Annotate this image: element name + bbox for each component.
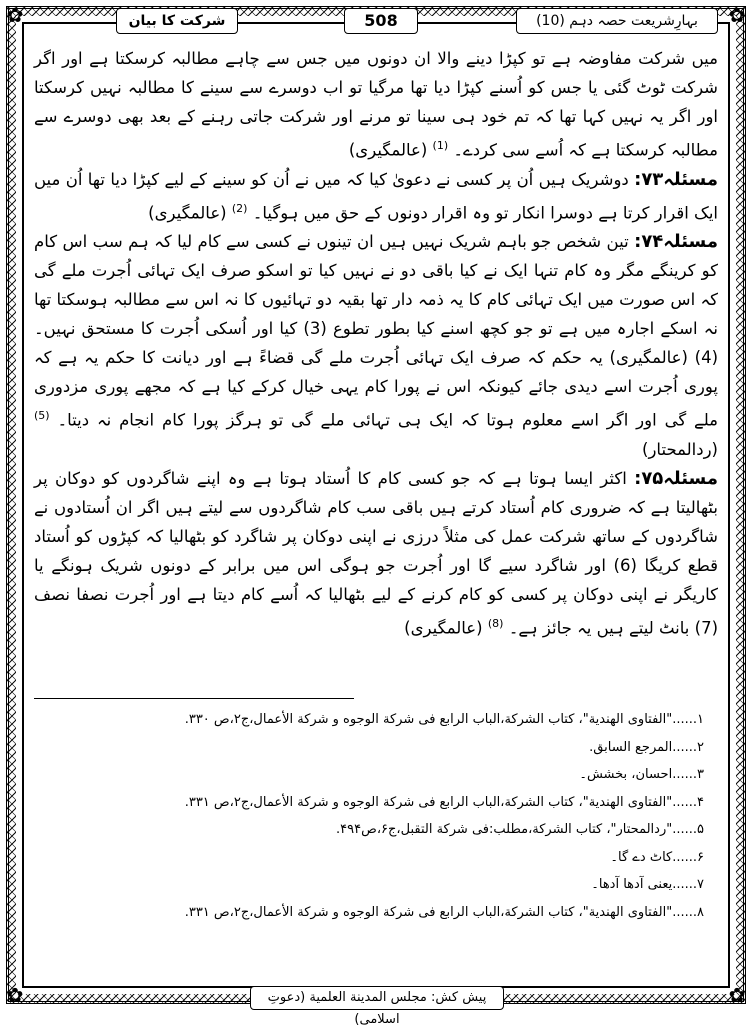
corner-ornament-top-right: ✿	[728, 3, 746, 27]
footnote-ref: (2)	[231, 201, 248, 215]
source-citation: (عالمگیری)	[348, 140, 428, 160]
corner-ornament-top-left: ✿	[6, 3, 24, 27]
page-header	[26, 6, 726, 36]
publisher-footer: پیش کش: مجلس المدینة العلمیة (دعوتِ اسلامی)	[250, 986, 504, 1010]
masala-74	[34, 227, 718, 464]
masala-heading: مسئلہ۷۴:	[634, 231, 718, 252]
book-title: بہارِشریعت حصہ دہم (10)	[516, 8, 718, 34]
paragraph-text: میں شرکت مفاوضہ ہے تو کپڑا دینے والا ان دونوں میں جس سے چاہے مطالبہ کرسکتا ہے اور اگر شرکت ٹوٹ گئی یا جس کو اُسنے کپڑا دیا تھا مرگیا تو اب دوسرے سے سینے کا مطالبہ نہیں کرسکتا اور اگر یہ نہیں کہا تھا کہ تم خود ہی سینا تو مرنے اور شرکت جاتی رہنے کے بعد بھی دوسرے سے مطالبہ کرسکتا ہے کہ اُسے سی کردے۔	[34, 49, 718, 160]
footnote-item: ۷......یعنی آدھا آدھا۔	[591, 877, 704, 892]
footnote-item: ۵......"ردالمحتار"، کتاب الشرکة،مطلب:فی شرکة التقبل،ج۶،ص۴۹۴.	[336, 822, 704, 837]
chapter-title: شرکت کا بیان	[116, 8, 238, 34]
corner-ornament-bottom-right: ✿	[728, 983, 746, 1007]
paragraph-text: تین شخص جو باہم شریک نہیں ہیں ان تینوں نے کسی سے کام لیا کہ ہم سب اس کام کو کرینگے مگر وہ کام تنہا ایک نے کیا باقی دو نے نہیں کیا تو اسکو صرف ایک تہائی اُجرت ملے گی کہ اس صورت میں ایک تہائی کام کا یہ ذمہ دار تھا بقیہ دو تہائیوں کا نہ اس سے مطالبہ ہوسکتا تھا نہ اسکے اجارہ میں ہے تو جو کچھ اسنے کیا بطور تطوع (3) کیا اور اُسکی اُجرت کا مستحق نہیں۔ (4) (عالمگیری) یہ حکم کہ صرف ایک تہائی اُجرت ملے گی قضاءً ہے اور دیانت کا حکم یہ ہے کہ پوری اُجرت اسے دیدی جائے کیونکہ اس نے پورا کام یہی خیال کرکے کیا ہے کہ مجھے پوری مزدوری ملے گی اور اگر اسے معلوم ہوتا کہ ایک ہی تہائی ملے گی تو ہرگز پورا کام انجام نہ دیتا۔	[34, 232, 719, 430]
source-citation: (ردالمحتار)	[642, 439, 718, 459]
source-citation: (عالمگیری)	[148, 203, 227, 222]
footnote-item: ۶......کاٹ دے گا۔	[610, 849, 704, 865]
footnote-item: ۳......احسان، بخشش۔	[579, 767, 704, 782]
footnotes	[34, 706, 704, 926]
page-number: 508	[344, 8, 418, 34]
footnote-separator	[34, 698, 354, 699]
paragraph-text: اکثر ایسا ہوتا ہے کہ جو کسی کام کا اُستاد ہوتا ہے وہ اپنے شاگردوں کو دوکان پر بٹھالیتا ہے کہ ضروری کام اُستاد کرتے ہیں باقی سب کام شاگردوں سے لیتے ہیں اگر ان اُستادوں نے شاگردوں کے ساتھ شرکت عمل کی مثلاً درزی نے اپنی دوکان پر شاگرد کو بٹھالیا کہ کپڑوں کو اُستاد قطع کریگا (6) اور شاگرد سیے گا اور اُجرت جو ہوگی اس میں برابر کے دونوں شریک ہونگے یا کاریگر نے اپنی دوکان پر کسی کو کام کرنے کے لیے بٹھالیا کہ اُسے کام دیتا ہے اور اُجرت نصفا نصف (7) بانٹ لیتے ہیں یہ جائز ہے۔	[34, 468, 718, 637]
masala-73	[34, 165, 718, 228]
masala-75	[34, 464, 718, 643]
footnote-ref: (5)	[34, 409, 50, 422]
masala-heading: مسئلہ۷۵:	[634, 467, 718, 489]
footnote-ref: (8)	[487, 616, 504, 630]
paragraph-text: دوشریک ہیں اُن پر کسی نے دعویٰ کیا کہ میں نے اُن کو سینے کے لیے کپڑا دیا تھا اُن میں ایک اقرار کرتا ہے دوسرا انکار تو وہ اقرار دونوں کے حق میں ہوگیا۔	[34, 169, 718, 222]
source-citation: (عالمگیری)	[404, 618, 483, 637]
footnote-item: ۴......"الفتاوی الهندیة"، کتاب الشرکة،الباب الرابع فی شرکة الوجوه و شرکة الأعمال،ج۲،ص ۳۳۱.	[184, 794, 704, 810]
main-text	[34, 44, 718, 642]
masala-heading: مسئلہ۷۳:	[634, 168, 718, 190]
footnote-item: ۸......"الفتاوی الهندیة"، کتاب الشرکة،الباب الرابع فی شرکة الوجوه و شرکة الأعمال،ج۲،ص ۳۳۱.	[184, 904, 704, 920]
footnote-item: ۲......المرجع السابق.	[589, 739, 704, 755]
footnote-ref: (1)	[432, 139, 449, 152]
corner-ornament-bottom-left: ✿	[6, 983, 24, 1007]
paragraph-continuation	[34, 44, 718, 165]
footnote-item: ۱......"الفتاوی الهندیة"، کتاب الشرکة،الباب الرابع فی شرکة الوجوه و شرکة الأعمال،ج۲،ص ۳۳۰.	[184, 712, 704, 727]
